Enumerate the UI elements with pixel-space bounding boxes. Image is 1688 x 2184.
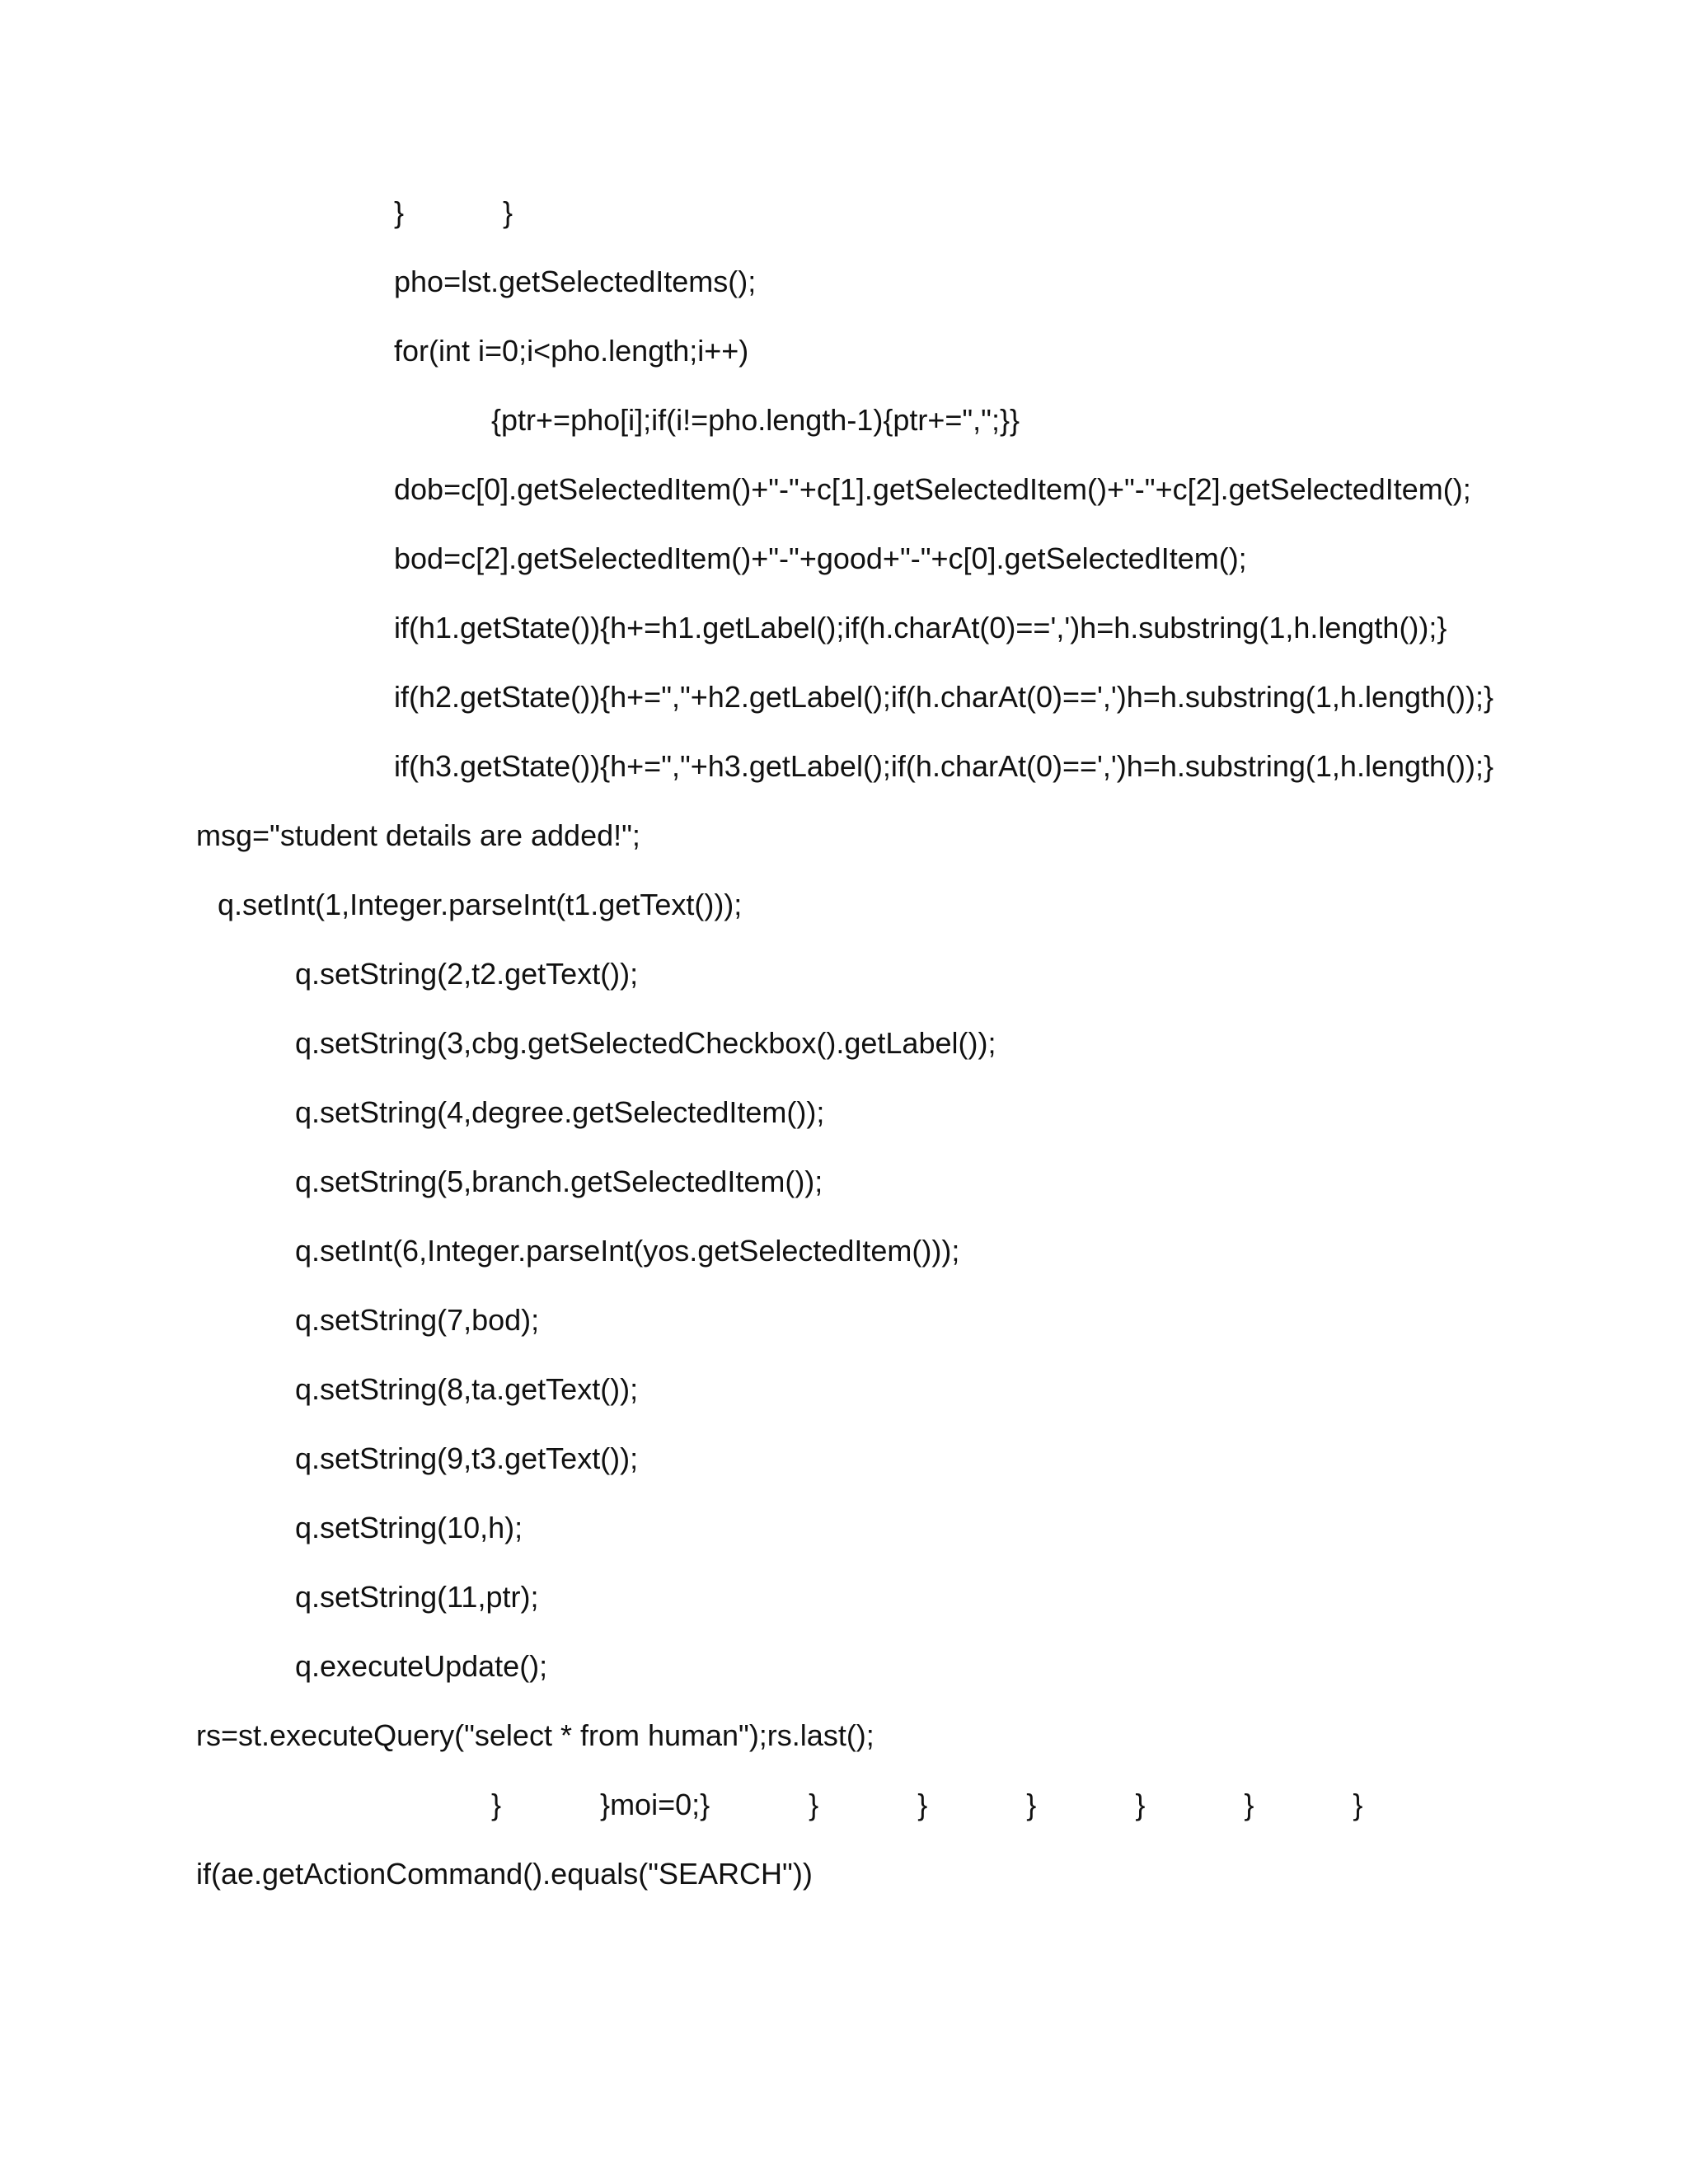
- code-line-18: q.setString(8,ta.getText());: [295, 1372, 639, 1406]
- code-line-23: rs=st.executeQuery("select * from human");rs.last();: [196, 1718, 874, 1752]
- code-line-11: q.setInt(1,Integer.parseInt(t1.getText()));: [218, 888, 743, 921]
- code-line-22: q.executeUpdate();: [295, 1649, 548, 1683]
- code-line-14: q.setString(4,degree.getSelectedItem());: [295, 1095, 825, 1129]
- code-line-15: q.setString(5,branch.getSelectedItem());: [295, 1165, 823, 1198]
- code-line-13: q.setString(3,cbg.getSelectedCheckbox().getLabel());: [295, 1026, 996, 1060]
- code-line-3: for(int i=0;i<pho.length;i++): [394, 334, 749, 368]
- code-line-8: if(h2.getState()){h+=","+h2.getLabel();if(h.charAt(0)==',')h=h.substring(1,h.length());}: [394, 680, 1494, 714]
- code-line-7: if(h1.getState()){h+=h1.getLabel();if(h.charAt(0)==',')h=h.substring(1,h.length());}: [394, 611, 1447, 644]
- code-line-21: q.setString(11,ptr);: [295, 1580, 539, 1614]
- code-line-2: pho=lst.getSelectedItems();: [394, 265, 757, 298]
- code-line-16: q.setInt(6,Integer.parseInt(yos.getSelectedItem()));: [295, 1234, 960, 1268]
- code-line-9: if(h3.getState()){h+=","+h3.getLabel();if(h.charAt(0)==',')h=h.substring(1,h.length());}: [394, 749, 1494, 783]
- code-line-4: {ptr+=pho[i];if(i!=pho.length-1){ptr+=",";}}: [491, 403, 1020, 437]
- code-line-1: } }: [394, 195, 513, 229]
- code-line-12: q.setString(2,t2.getText());: [295, 957, 639, 991]
- code-line-17: q.setString(7,bod);: [295, 1303, 540, 1337]
- code-line-10: msg="student details are added!";: [196, 818, 640, 852]
- code-line-6: bod=c[2].getSelectedItem()+"-"+good+"-"+c[0].getSelectedItem();: [394, 541, 1247, 575]
- code-line-24: } }moi=0;} } } } } } }: [491, 1788, 1363, 1821]
- code-line-19: q.setString(9,t3.getText());: [295, 1441, 639, 1475]
- code-line-25: if(ae.getActionCommand().equals("SEARCH")): [196, 1857, 813, 1891]
- code-line-20: q.setString(10,h);: [295, 1511, 523, 1544]
- code-line-5: dob=c[0].getSelectedItem()+"-"+c[1].getSelectedItem()+"-"+c[2].getSelectedItem();: [394, 472, 1471, 506]
